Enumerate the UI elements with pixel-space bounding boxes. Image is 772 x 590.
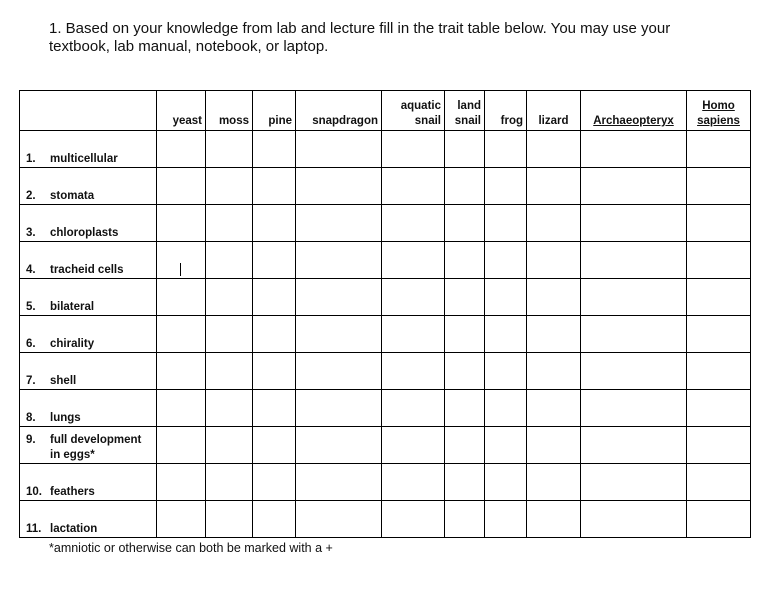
answer-cell[interactable] — [382, 131, 445, 168]
answer-cell[interactable] — [206, 205, 253, 242]
answer-cell[interactable] — [382, 390, 445, 427]
column-header-frog: frog — [485, 91, 527, 131]
answer-cell[interactable] — [253, 131, 296, 168]
trait-table — [19, 90, 751, 538]
answer-cell[interactable] — [206, 168, 253, 205]
answer-cell[interactable] — [206, 427, 253, 464]
column-header-aquatic-snail: aquatic snail — [382, 91, 445, 131]
answer-cell[interactable] — [157, 353, 206, 390]
trait-label-cell — [20, 501, 157, 538]
trait-row — [20, 131, 751, 168]
answer-cell[interactable] — [687, 131, 751, 168]
column-header-lizard: lizard — [527, 91, 581, 131]
answer-cell[interactable] — [485, 242, 527, 279]
trait-row — [20, 501, 751, 538]
trait-label: stomata — [50, 190, 95, 202]
trait-label-cell — [20, 168, 157, 205]
trait-label-cell — [20, 390, 157, 427]
trait-row — [20, 464, 751, 501]
column-header-pine: pine — [253, 91, 296, 131]
trait-row — [20, 316, 751, 353]
answer-cell[interactable] — [157, 168, 206, 205]
answer-cell[interactable] — [157, 464, 206, 501]
answer-cell[interactable] — [382, 279, 445, 316]
answer-cell[interactable] — [687, 205, 751, 242]
answer-cell[interactable] — [445, 427, 485, 464]
answer-cell[interactable] — [206, 316, 253, 353]
answer-cell[interactable] — [485, 501, 527, 538]
trait-label-cell — [20, 131, 157, 168]
answer-cell[interactable] — [687, 316, 751, 353]
answer-cell[interactable] — [445, 316, 485, 353]
answer-cell[interactable] — [527, 501, 581, 538]
answer-cell[interactable] — [581, 242, 687, 279]
answer-cell[interactable] — [485, 205, 527, 242]
trait-label: multicellular — [50, 153, 118, 165]
answer-cell[interactable] — [382, 501, 445, 538]
answer-cell[interactable] — [687, 353, 751, 390]
answer-cell[interactable] — [527, 390, 581, 427]
trait-label: bilateral — [50, 301, 95, 313]
column-header-snapdragon: snapdragon — [296, 91, 382, 131]
answer-cell[interactable] — [445, 279, 485, 316]
answer-cell[interactable] — [253, 205, 296, 242]
answer-cell[interactable] — [382, 205, 445, 242]
trait-label-cell — [20, 353, 157, 390]
trait-number: 11. — [26, 523, 42, 535]
trait-label: chloroplasts — [50, 227, 119, 239]
answer-cell[interactable] — [581, 279, 687, 316]
answer-cell[interactable] — [296, 279, 382, 316]
answer-cell[interactable] — [581, 131, 687, 168]
trait-number: 6. — [26, 338, 36, 350]
answer-cell[interactable] — [687, 501, 751, 538]
answer-cell[interactable] — [296, 390, 382, 427]
trait-number: 1. — [26, 153, 36, 165]
answer-cell[interactable] — [157, 316, 206, 353]
answer-cell[interactable] — [157, 390, 206, 427]
footnote: *amniotic or otherwise can both be marked with a + — [49, 541, 333, 555]
column-header-land-snail: land snail — [445, 91, 485, 131]
answer-cell[interactable] — [206, 390, 253, 427]
trait-number: 3. — [26, 227, 36, 239]
answer-cell[interactable] — [687, 168, 751, 205]
answer-cell[interactable] — [445, 390, 485, 427]
trait-label: chirality — [50, 338, 95, 350]
answer-cell[interactable] — [581, 353, 687, 390]
trait-label-cell — [20, 205, 157, 242]
answer-cell[interactable] — [581, 316, 687, 353]
answer-cell[interactable] — [485, 390, 527, 427]
answer-cell[interactable] — [485, 316, 527, 353]
answer-cell[interactable] — [206, 131, 253, 168]
text-cursor — [180, 263, 181, 276]
answer-cell[interactable] — [581, 427, 687, 464]
answer-cell[interactable] — [485, 427, 527, 464]
answer-cell[interactable] — [687, 279, 751, 316]
answer-cell[interactable] — [485, 131, 527, 168]
answer-cell[interactable] — [206, 464, 253, 501]
answer-cell[interactable] — [206, 501, 253, 538]
answer-cell[interactable] — [445, 242, 485, 279]
answer-cell[interactable] — [527, 168, 581, 205]
answer-cell[interactable] — [382, 353, 445, 390]
trait-label: lactation — [50, 523, 98, 535]
answer-cell[interactable] — [581, 205, 687, 242]
answer-cell[interactable] — [253, 427, 296, 464]
answer-cell[interactable] — [687, 242, 751, 279]
answer-cell[interactable] — [485, 464, 527, 501]
answer-cell[interactable] — [445, 205, 485, 242]
trait-label-continued: in eggs* — [50, 449, 95, 461]
answer-cell[interactable] — [253, 390, 296, 427]
answer-cell[interactable] — [382, 242, 445, 279]
answer-cell[interactable] — [253, 316, 296, 353]
answer-cell[interactable] — [382, 316, 445, 353]
column-header-archaeopteryx: Archaeopteryx — [581, 91, 687, 131]
answer-cell[interactable] — [687, 427, 751, 464]
answer-cell[interactable] — [157, 279, 206, 316]
answer-cell[interactable] — [296, 242, 382, 279]
answer-cell[interactable] — [485, 353, 527, 390]
answer-cell[interactable] — [253, 168, 296, 205]
answer-cell[interactable] — [253, 353, 296, 390]
trait-number: 9. — [26, 434, 36, 446]
answer-cell[interactable] — [206, 242, 253, 279]
question-line-1: 1. Based on your knowledge from lab and lecture fill in the trait table below. You may use your — [49, 20, 671, 37]
trait-label-cell — [20, 279, 157, 316]
column-header-homo-sapiens: Homo sapiens — [687, 91, 751, 131]
trait-label: feathers — [50, 486, 95, 498]
answer-cell[interactable] — [527, 131, 581, 168]
answer-cell[interactable] — [296, 353, 382, 390]
answer-cell[interactable] — [445, 501, 485, 538]
answer-cell[interactable] — [206, 279, 253, 316]
answer-cell[interactable] — [253, 242, 296, 279]
header-corner-cell — [20, 91, 157, 131]
answer-cell[interactable] — [527, 353, 581, 390]
answer-cell[interactable] — [296, 464, 382, 501]
answer-cell[interactable] — [445, 353, 485, 390]
trait-number: 7. — [26, 375, 36, 387]
answer-cell[interactable] — [382, 464, 445, 501]
answer-cell[interactable] — [296, 168, 382, 205]
answer-cell[interactable] — [527, 464, 581, 501]
trait-label-cell — [20, 316, 157, 353]
trait-label-cell — [20, 427, 157, 464]
trait-row — [20, 168, 751, 205]
trait-label: full development — [50, 434, 142, 446]
answer-cell[interactable] — [296, 501, 382, 538]
answer-cell[interactable] — [581, 168, 687, 205]
answer-cell[interactable] — [296, 205, 382, 242]
answer-cell[interactable] — [485, 168, 527, 205]
trait-row — [20, 279, 751, 316]
answer-cell[interactable] — [157, 501, 206, 538]
header-row — [20, 91, 751, 131]
column-header-yeast: yeast — [157, 91, 206, 131]
answer-cell[interactable] — [253, 279, 296, 316]
answer-cell[interactable] — [687, 390, 751, 427]
answer-cell[interactable] — [527, 242, 581, 279]
answer-cell[interactable] — [581, 390, 687, 427]
trait-number: 2. — [26, 190, 36, 202]
answer-cell[interactable] — [296, 131, 382, 168]
answer-cell[interactable] — [206, 353, 253, 390]
answer-cell[interactable] — [382, 427, 445, 464]
answer-cell[interactable] — [581, 501, 687, 538]
answer-cell[interactable] — [253, 464, 296, 501]
answer-cell[interactable] — [157, 131, 206, 168]
question-line-2: textbook, lab manual, notebook, or laptop. — [49, 38, 329, 55]
trait-number: 4. — [26, 264, 36, 276]
trait-label-cell — [20, 242, 157, 279]
question-text — [49, 20, 739, 56]
trait-label: shell — [50, 375, 77, 387]
trait-label: tracheid cells — [50, 264, 124, 276]
trait-label-cell — [20, 464, 157, 501]
trait-row — [20, 427, 751, 464]
answer-cell[interactable] — [382, 168, 445, 205]
answer-cell[interactable] — [445, 131, 485, 168]
answer-cell[interactable] — [527, 279, 581, 316]
trait-row — [20, 205, 751, 242]
answer-cell[interactable] — [527, 316, 581, 353]
answer-cell[interactable] — [485, 279, 527, 316]
answer-cell[interactable] — [296, 427, 382, 464]
answer-cell[interactable] — [253, 501, 296, 538]
answer-cell[interactable] — [445, 168, 485, 205]
answer-cell[interactable] — [296, 316, 382, 353]
trait-row — [20, 242, 751, 279]
answer-cell[interactable] — [157, 242, 206, 279]
answer-cell[interactable] — [581, 464, 687, 501]
trait-number: 8. — [26, 412, 36, 424]
answer-cell[interactable] — [687, 464, 751, 501]
trait-row — [20, 353, 751, 390]
answer-cell[interactable] — [527, 427, 581, 464]
trait-number: 10. — [26, 486, 42, 498]
answer-cell[interactable] — [157, 205, 206, 242]
column-header-moss: moss — [206, 91, 253, 131]
trait-row — [20, 390, 751, 427]
answer-cell[interactable] — [445, 464, 485, 501]
answer-cell[interactable] — [157, 427, 206, 464]
trait-label: lungs — [50, 412, 81, 424]
answer-cell[interactable] — [527, 205, 581, 242]
trait-number: 5. — [26, 301, 36, 313]
